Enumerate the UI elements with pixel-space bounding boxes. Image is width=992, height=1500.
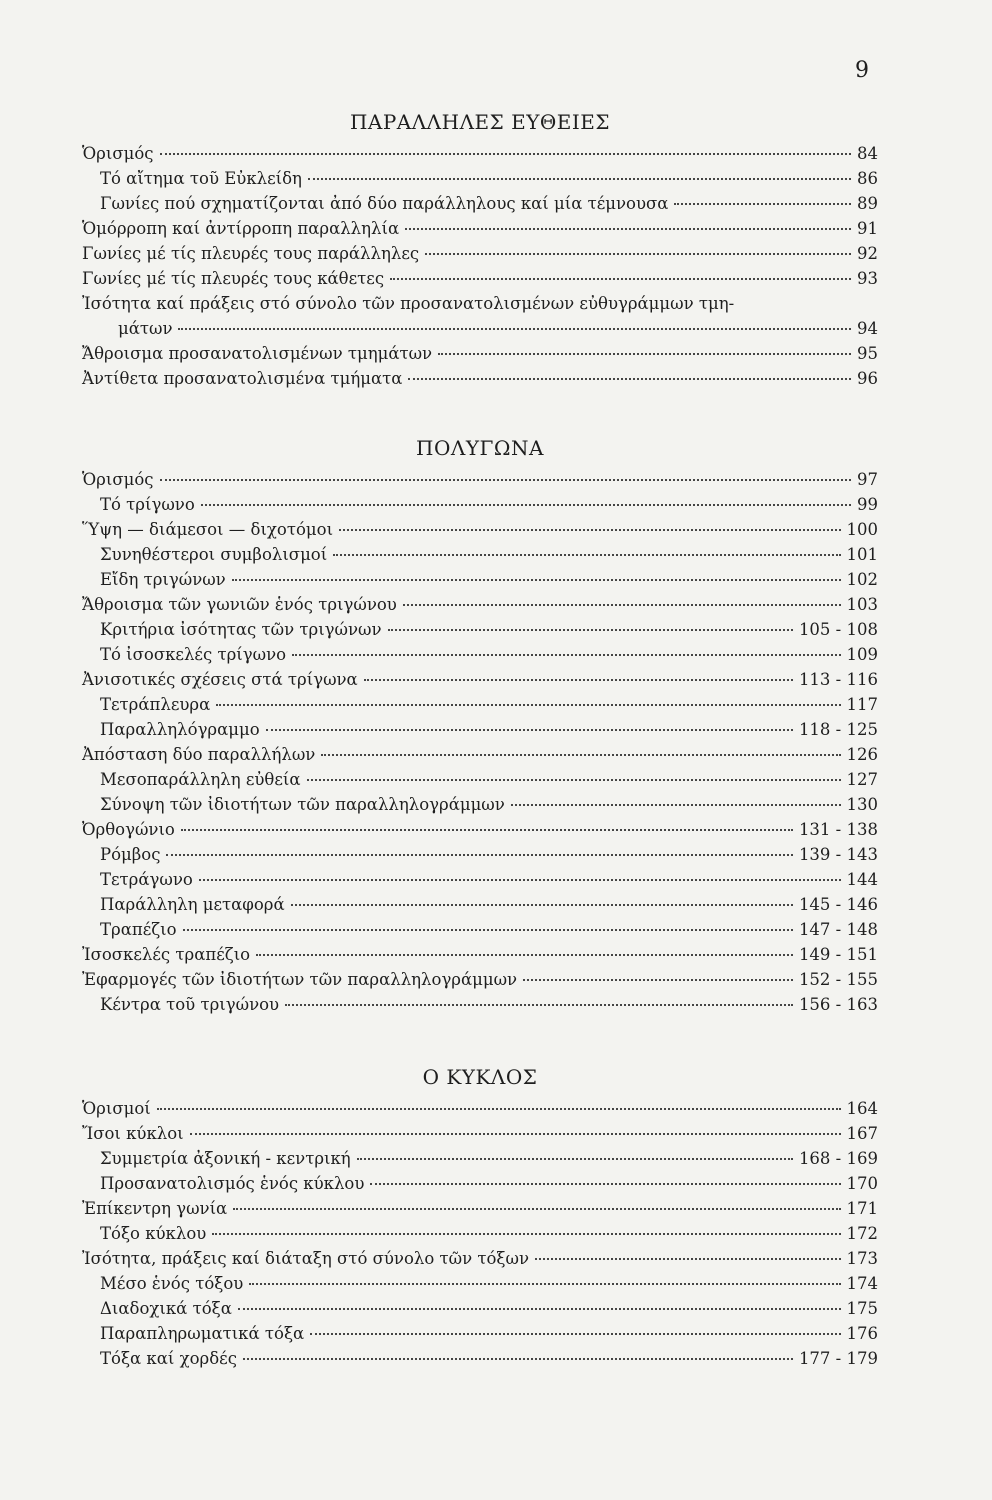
toc-entry: Παραλληλόγραμμο 118 - 125	[100, 720, 878, 739]
toc-entry: Ἀνισοτικές σχέσεις στά τρίγωνα 113 - 116	[82, 670, 878, 689]
toc-entry: Προσανατολισμός ἑνός κύκλου 170	[100, 1174, 878, 1193]
section-title: ΠΑΡΑΛΛΗΛΕΣ ΕΥΘΕΙΕΣ	[349, 110, 611, 134]
toc-entry: Κριτήρια ἰσότητας τῶν τριγώνων 105 - 108	[100, 620, 878, 639]
toc-entry: Ὁρισμοί 164	[82, 1099, 878, 1118]
page-number: 9	[855, 58, 869, 83]
toc-entry: Ὁρισμός 84	[82, 144, 878, 163]
toc-entry: Ρόμβος 139 - 143	[100, 845, 878, 864]
toc-entry: Ἀπόσταση δύο παραλλήλων 126	[82, 745, 878, 764]
toc-entry: Συμμετρία ἀξονική - κεντρική 168 - 169	[100, 1149, 878, 1168]
toc-entry: Μέσο ἑνός τόξου 174	[100, 1274, 878, 1293]
toc-entry: Ὁμόρροπη καί ἀντίρροπη παραλληλία 91	[82, 219, 878, 238]
toc-entry: Ἴσοι κύκλοι 167	[82, 1124, 878, 1143]
toc-entry: Ὀρθογώνιο 131 - 138	[82, 820, 878, 839]
toc-entry: Σύνοψη τῶν ἰδιοτήτων τῶν παραλληλογράμμων 130	[100, 795, 878, 814]
toc-entry: Εἴδη τριγώνων 102	[100, 570, 878, 589]
toc-entry: Ἐφαρμογές τῶν ἰδιοτήτων τῶν παραλληλογράμμων 152 - 155	[82, 970, 878, 989]
toc-entry: Τετράγωνο 144	[100, 870, 878, 889]
toc-entry: Τόξα καί χορδές 177 - 179	[100, 1349, 878, 1368]
toc-entry: Τετράπλευρα 117	[100, 695, 878, 714]
toc-entry: Ὕψη — διάμεσοι — διχοτόμοι 100	[82, 520, 878, 539]
section-title: ΠΟΛΥΓΩΝΑ	[416, 436, 544, 460]
toc-entry: Συνηθέστεροι συμβολισμοί 101	[100, 545, 878, 564]
toc-entry: Τό τρίγωνο 99	[100, 495, 878, 514]
toc-entry: Μεσοπαράλληλη εὐθεία 127	[100, 770, 878, 789]
toc-entry: Γωνίες πού σχηματίζονται ἀπό δύο παράλληλους καί μία τέμνουσα 89	[100, 194, 878, 213]
toc-entry: μάτων 94	[118, 319, 878, 338]
toc-entry: Τό ἰσοσκελές τρίγωνο 109	[100, 645, 878, 664]
section-polygons	[82, 429, 878, 1017]
toc-entry: Τόξο κύκλου 172	[100, 1224, 878, 1243]
toc-entry: Ἰσότητα καί πράξεις στό σύνολο τῶν προσανατολισμένων εὐθυγράμμων τμη-	[82, 294, 735, 313]
toc-entry: Ὁρισμός 97	[82, 470, 878, 489]
toc-entry: Ἄθροισμα προσανατολισμένων τμημάτων 95	[82, 344, 878, 363]
toc-entry: Τραπέζιο 147 - 148	[100, 920, 878, 939]
toc-entry: Κέντρα τοῦ τριγώνου 156 - 163	[100, 995, 878, 1014]
toc-entry: Γωνίες μέ τίς πλευρές τους παράλληλες 92	[82, 244, 878, 263]
toc-entry: Ἰσοσκελές τραπέζιο 149 - 151	[82, 945, 878, 964]
section-title: Ο ΚΥΚΛΟΣ	[422, 1065, 538, 1089]
toc-entry: Γωνίες μέ τίς πλευρές τους κάθετες 93	[82, 269, 878, 288]
toc-entry: Ἐπίκεντρη γωνία 171	[82, 1199, 878, 1218]
toc-entry: Παραπληρωματικά τόξα 176	[100, 1324, 878, 1343]
toc-entry: Ἀντίθετα προσανατολισμένα τμήματα 96	[82, 369, 878, 388]
section-parallel-lines	[82, 103, 878, 391]
toc-entry: Παράλληλη μεταφορά 145 - 146	[100, 895, 878, 914]
toc-entry: Τό αἴτημα τοῦ Εὐκλείδη 86	[100, 169, 878, 188]
section-circle	[82, 1058, 878, 1371]
toc-entry: Ἰσότητα, πράξεις καί διάταξη στό σύνολο τῶν τόξων 173	[82, 1249, 878, 1268]
toc-entry: Ἄθροισμα τῶν γωνιῶν ἑνός τριγώνου 103	[82, 595, 878, 614]
toc-entry: Διαδοχικά τόξα 175	[100, 1299, 878, 1318]
